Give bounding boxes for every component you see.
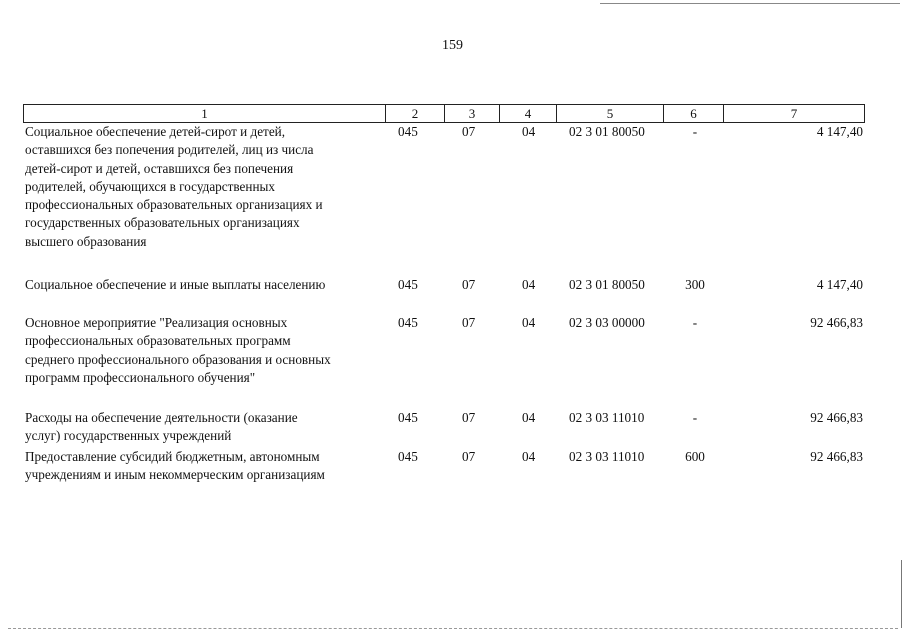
row-col-3: 07 <box>462 124 476 139</box>
row-col-6: - <box>692 124 698 139</box>
row-col-6: - <box>692 315 698 330</box>
row-name: Основное мероприятие "Реализация основных профессиональных образовательных программ среднего профессионального образования и основных программ профессионального обучения" <box>25 315 331 385</box>
row-col-2: 045 <box>398 315 418 330</box>
scan-edge-top <box>600 3 900 4</box>
row-col-3: 07 <box>462 315 476 330</box>
row-name: Социальное обеспечение детей-сирот и детей, оставшихся без попечения родителей, лиц из числа детей-сирот и детей, оставшихся без попечения родителей, обучающихся в государственных профессиональных образовательных организациях и государственных образовательных организациях высшего образования <box>25 124 323 249</box>
row-col-2: 045 <box>398 124 418 139</box>
row-col-3: 07 <box>462 277 476 292</box>
header-col-6: 6 <box>663 105 723 122</box>
row-col-7: 92 466,83 <box>810 449 863 464</box>
scan-edge-bottom <box>8 628 898 629</box>
row-col-7: 4 147,40 <box>816 277 863 292</box>
table-header-row <box>23 104 865 123</box>
row-col-4: 04 <box>522 124 536 139</box>
row-col-6: 300 <box>685 277 705 292</box>
row-col-7: 92 466,83 <box>810 315 863 330</box>
row-col-2: 045 <box>398 277 418 292</box>
row-col-6: 600 <box>685 449 705 464</box>
row-col-5: 02 3 03 11010 <box>569 449 645 464</box>
page-number: 159 <box>442 38 463 53</box>
header-col-7: 7 <box>723 105 864 122</box>
row-col-3: 07 <box>462 449 476 464</box>
row-col-5: 02 3 01 80050 <box>569 124 645 139</box>
row-col-5: 02 3 01 80050 <box>569 277 645 292</box>
header-col-5: 5 <box>556 105 663 122</box>
row-col-4: 04 <box>522 449 536 464</box>
row-name: Расходы на обеспечение деятельности (оказание услуг) государственных учреждений <box>25 410 298 444</box>
row-col-2: 045 <box>398 410 418 425</box>
row-col-4: 04 <box>522 410 536 425</box>
header-col-4: 4 <box>499 105 556 122</box>
row-col-2: 045 <box>398 449 418 464</box>
row-col-4: 04 <box>522 277 536 292</box>
row-name: Предоставление субсидий бюджетным, автономным учреждениям и иным некоммерческим организациям <box>25 449 325 483</box>
row-col-7: 4 147,40 <box>816 124 863 139</box>
header-col-3: 3 <box>444 105 499 122</box>
row-col-5: 02 3 03 00000 <box>569 315 645 330</box>
row-name: Социальное обеспечение и иные выплаты населению <box>25 277 326 292</box>
row-col-4: 04 <box>522 315 536 330</box>
header-col-2: 2 <box>385 105 444 122</box>
row-col-7: 92 466,83 <box>810 410 863 425</box>
row-col-6: - <box>692 410 698 425</box>
row-col-3: 07 <box>462 410 476 425</box>
scan-edge-right <box>901 560 902 628</box>
row-col-5: 02 3 03 11010 <box>569 410 645 425</box>
header-col-1: 1 <box>201 106 208 121</box>
